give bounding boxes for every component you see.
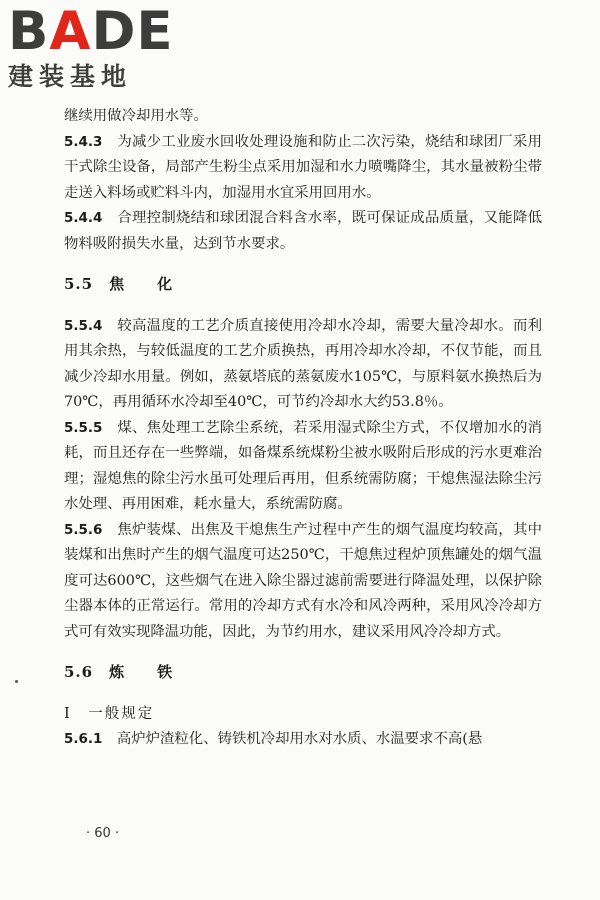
subsection-heading: Ⅰ 一般规定 xyxy=(64,705,155,722)
clause-text: 为减少工业废水回收处理设施和防止二次污染，烧结和球团厂采用干式除尘设备，局部产生粉尘点采用加湿和水力喷嘴降尘，其水量被粉尘带走送入料场或贮料斗内，加湿用水宜采用回用水。 xyxy=(64,133,542,201)
clause-text: 高炉炉渣粒化、铸铁机冷却用水对水质、水温要求不高(悬 xyxy=(116,731,483,747)
clause-number: 5.5.5 xyxy=(64,419,103,436)
logo-subtitle: 建装基地 xyxy=(8,62,133,91)
clause-5-5-5 xyxy=(64,416,542,518)
clause-5-4-3 xyxy=(64,130,542,207)
clause-5-5-6 xyxy=(64,518,542,646)
clause-number: 5.4.4 xyxy=(64,210,103,226)
logo-wordmark: BADE xyxy=(8,1,174,62)
clause-5-4-4 xyxy=(64,206,542,257)
clause-text: 较高温度的工艺介质直接使用冷却水冷却，需要大量冷却水。而利用其余热，与较低温度的工艺介质换热，再用冷却水冷却，不仅节能，而且减少冷却水用量。例如，蒸氨塔底的蒸氨废水105℃，与原料氨水换热后为70℃，再用循环水冷却至40℃，可节约冷却水大约53.8％。 xyxy=(64,317,542,410)
clause-5-6-1 xyxy=(64,727,542,753)
paragraph-continuation: 继续用做冷却用水等。 xyxy=(64,108,208,124)
clause-number: 5.6.1 xyxy=(64,731,103,747)
section-heading-5-6: 5.6 炼 铁 xyxy=(64,663,174,681)
scan-speck xyxy=(15,680,18,683)
document-body xyxy=(64,104,542,753)
clause-5-5-4 xyxy=(64,314,542,416)
clause-text: 焦炉装煤、出焦及干熄焦生产过程中产生的烟气温度均较高，其中装煤和出焦时产生的烟气温度可达250℃，干熄焦过程炉顶焦罐处的烟气温度可达600℃，这些烟气在进入除尘器过滤前需要进行降温处理，以保护除尘器本体的正常运行。常用的冷却方式有水冷和风冷两种，采用风冷冷却方式可有效实现降温功能，因此，为节约用水，建议采用风冷冷却方式。 xyxy=(64,521,542,640)
bade-logo xyxy=(8,1,188,92)
clause-number: 5.4.3 xyxy=(64,133,103,150)
clause-number: 5.5.6 xyxy=(64,521,103,538)
section-heading-5-5: 5.5 焦 化 xyxy=(64,275,174,293)
clause-text: 煤、焦处理工艺除尘系统，若采用湿式除尘方式，不仅增加水的消耗，而且还存在一些弊端，如备煤系统煤粉尘被水吸附后形成的污水更难治理；湿熄焦的除尘污水虽可处理后再用，但系统需防腐；干熄焦湿法除尘污水处理、再用困难，耗水量大，系统需防腐。 xyxy=(64,419,542,512)
clause-number: 5.5.4 xyxy=(64,317,103,334)
clause-text: 合理控制烧结和球团混合料含水率，既可保证成品质量，又能降低物料吸附损失水量，达到节水要求。 xyxy=(64,210,542,252)
page-number: · 60 · xyxy=(86,826,120,841)
